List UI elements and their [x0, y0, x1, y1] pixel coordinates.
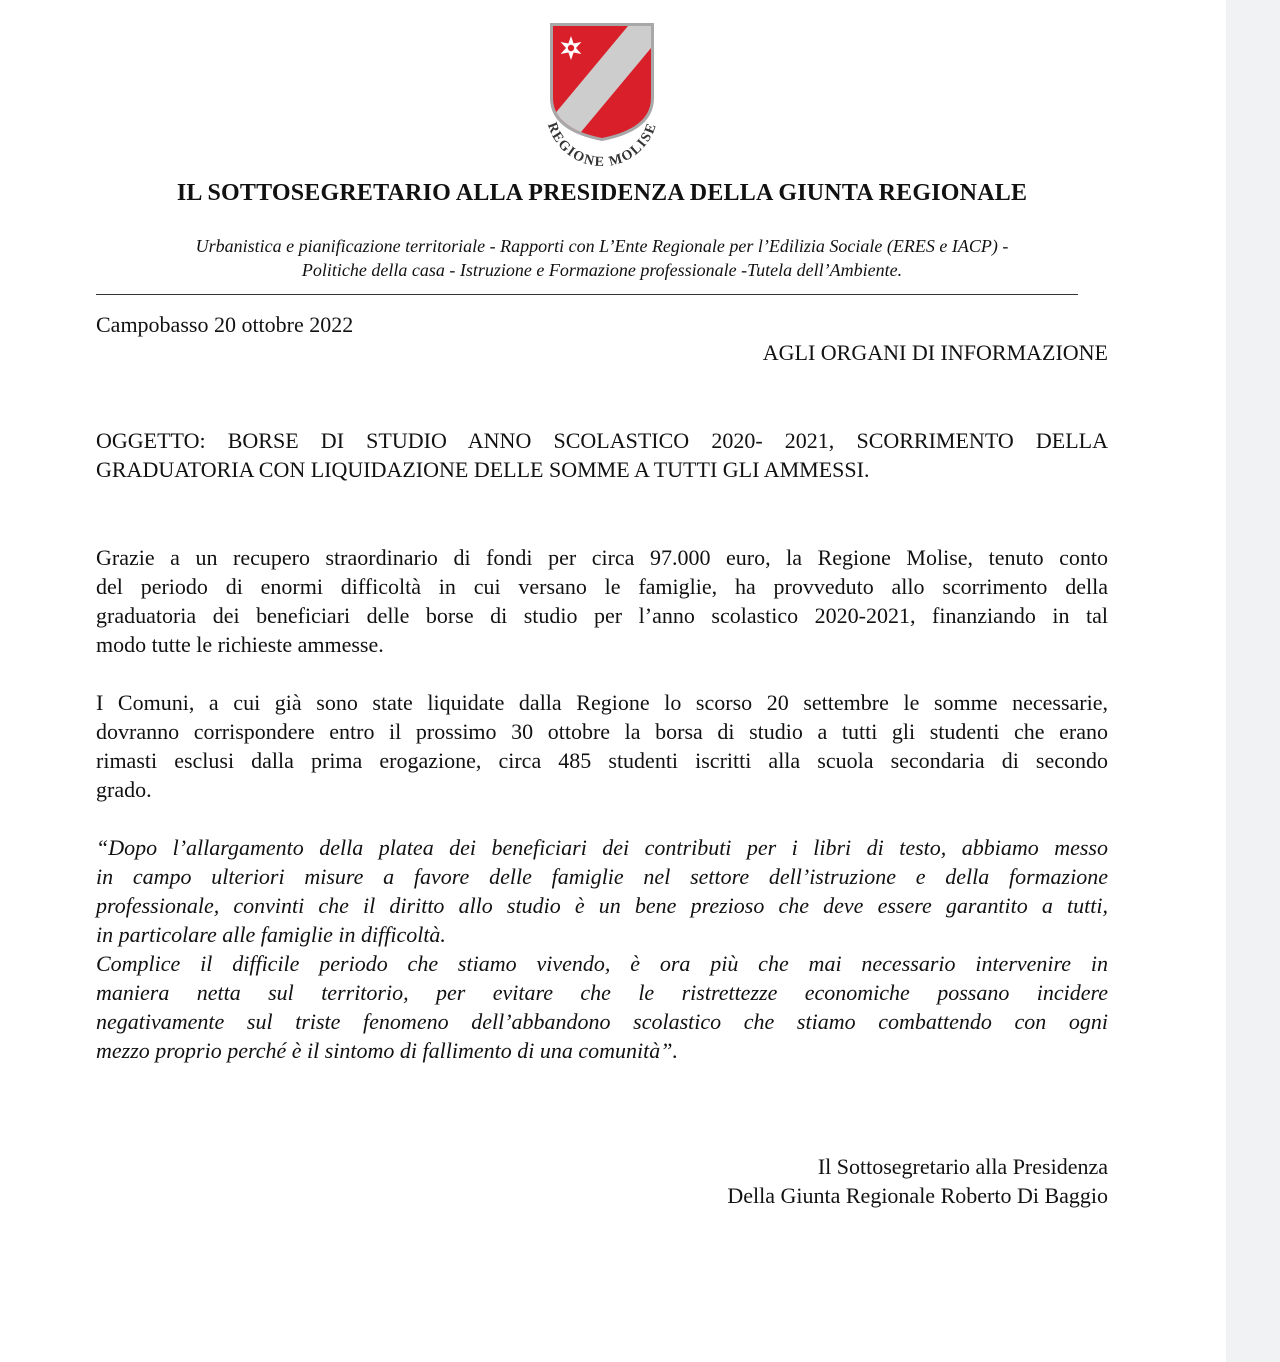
body-paragraph-2	[96, 688, 1108, 804]
signature-line: Della Giunta Regionale Roberto Di Baggio	[727, 1183, 1108, 1208]
department-subtitle	[96, 234, 1108, 282]
text-line: dovranno corrispondere entro il prossimo 30 ottobre la borsa di studio a tutti gli studenti che erano	[96, 719, 1108, 744]
text-line: Grazie a un recupero straordinario di fondi per circa 97.000 euro, la Regione Molise, tenuto conto	[96, 545, 1108, 570]
subject	[96, 426, 1108, 484]
subtitle-line: Urbanistica e pianificazione territoriale - Rapporti con L’Ente Regionale per l’Edilizia Sociale (ERES e IACP) -	[195, 236, 1009, 256]
text-line: rimasti esclusi dalla prima erogazione, circa 485 studenti iscritti alla scuola secondaria di secondo	[96, 748, 1108, 773]
page-title: IL SOTTOSEGRETARIO ALLA PRESIDENZA DELLA GIUNTA REGIONALE	[176, 180, 1028, 206]
subject-line: GRADUATORIA CON LIQUIDAZIONE DELLE SOMME A TUTTI GLI AMMESSI.	[96, 457, 870, 482]
body-paragraph-1	[96, 543, 1108, 659]
viewer-side-strip	[1226, 0, 1280, 1362]
text-line: maniera netta sul territorio, per evitare che le ristrettezze economiche possano incidere	[96, 980, 1108, 1005]
subtitle-line: Politiche della casa - Istruzione e Formazione professionale -Tutela dell’Ambiente.	[301, 260, 903, 280]
signature-line: Il Sottosegretario alla Presidenza	[817, 1154, 1108, 1179]
recipient: AGLI ORGANI DI INFORMAZIONE	[762, 340, 1108, 365]
text-line: del periodo di enormi difficoltà in cui versano le famiglie, ha provveduto allo scorrimento della	[96, 574, 1108, 599]
text-line: graduatoria dei beneficiari delle borse di studio per l’anno scolastico 2020-2021, finanziando in tal	[96, 603, 1108, 628]
header-divider	[96, 294, 1078, 295]
text-line: Complice il difficile periodo che stiamo vivendo, è ora più che mai necessario intervenire in	[96, 951, 1108, 976]
quote-paragraph	[96, 833, 1108, 1065]
text-line: in particolare alle famiglie in difficoltà.	[96, 922, 446, 947]
text-line: in campo ulteriori misure a favore delle famiglie nel settore dell’istruzione e della formazione	[96, 864, 1108, 889]
subject-line: OGGETTO: BORSE DI STUDIO ANNO SCOLASTICO 2020- 2021, SCORRIMENTO DELLA	[96, 428, 1108, 453]
text-line: grado.	[96, 777, 152, 802]
text-line: modo tutte le richieste ammesse.	[96, 632, 384, 657]
text-line: I Comuni, a cui già sono state liquidate dalla Regione lo scorso 20 settembre le somme necessarie,	[96, 690, 1108, 715]
text-line: professionale, convinti che il diritto allo studio è un bene prezioso che deve essere garantito a tutti,	[96, 893, 1108, 918]
regione-molise-logo	[536, 20, 666, 168]
text-line: negativamente sul triste fenomeno dell’abbandono scolastico che stiamo combattendo con ogni	[96, 1009, 1108, 1034]
logo-text: REGIONE MOLISE	[543, 120, 661, 168]
place-date: Campobasso 20 ottobre 2022	[96, 312, 354, 337]
text-line: “Dopo l’allargamento della platea dei beneficiari dei contributi per i libri di testo, abbiamo messo	[96, 835, 1108, 860]
text-line: mezzo proprio perché è il sintomo di fallimento di una comunità”.	[96, 1038, 678, 1063]
signature-block	[727, 1152, 1108, 1210]
